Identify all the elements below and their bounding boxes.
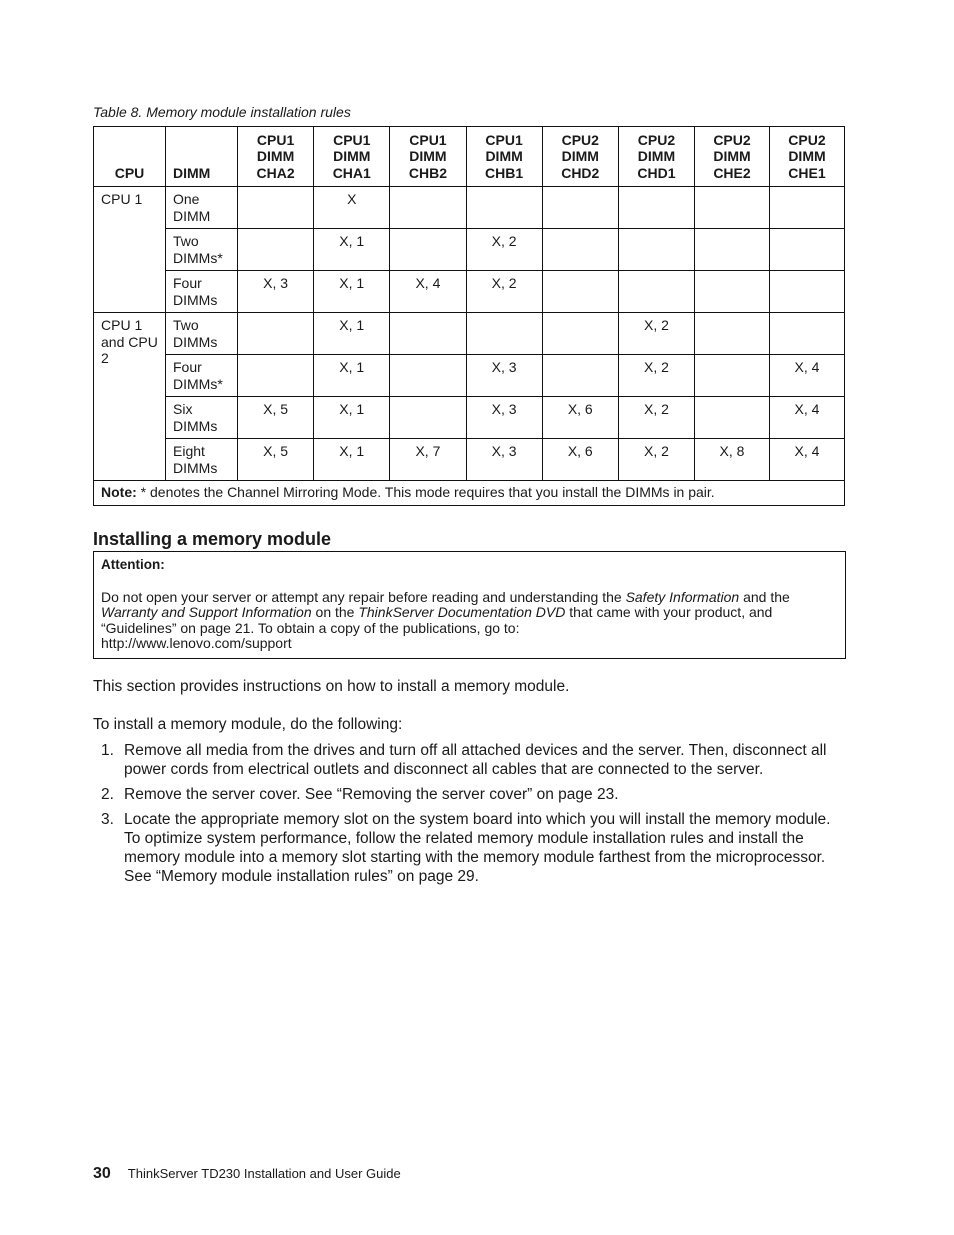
attention-title: Attention: [101,557,165,572]
slot-cell [542,229,618,271]
slot-cell [466,313,542,355]
slot-cell [390,229,466,271]
header-slot: CPU2 DIMM CHE2 [695,127,770,187]
slot-cell [695,355,770,397]
slot-cell [390,313,466,355]
table-note [94,481,845,506]
table-row [94,439,845,481]
note-text: * denotes the Channel Mirroring Mode. This mode requires that you install the DIMMs in pair. [136,484,715,500]
slot-cell: X, 3 [466,397,542,439]
slot-cell: X, 1 [314,271,390,313]
slot-cell: X, 4 [769,439,844,481]
list-item: 1. Remove all media from the drives and turn off all attached devices and the server. Then, disconnect all power cords from electrical outlets and disconnect all cables that are connected to the server. [101,742,827,778]
list-item: 2. Remove the server cover. See “Removing the server cover” on page 23. [101,786,619,803]
slot-cell [769,271,844,313]
slot-cell: X, 3 [466,439,542,481]
table-row [94,355,845,397]
slot-cell: X, 2 [466,271,542,313]
slot-cell: X, 2 [618,313,694,355]
slot-cell [769,187,844,229]
slot-cell: X, 4 [769,397,844,439]
table-note-row [94,481,845,506]
table-row [94,313,845,355]
header-dimm: DIMM [166,127,238,187]
intro-paragraph: This section provides instructions on how to install a memory module. [93,678,570,695]
slot-cell [390,397,466,439]
header-slot: CPU1 DIMM CHB2 [390,127,466,187]
table-row [94,397,845,439]
cpu-cell: CPU 1 [94,187,166,313]
slot-cell [618,187,694,229]
header-slot: CPU1 DIMM CHA1 [314,127,390,187]
header-cpu: CPU [94,127,166,187]
slot-cell: X, 1 [314,229,390,271]
slot-cell [695,271,770,313]
table-body [94,187,845,481]
attention-box [93,551,846,659]
slot-cell [466,187,542,229]
footer-title: ThinkServer TD230 Installation and User Guide [127,1166,401,1181]
slot-cell: X, 1 [314,439,390,481]
memory-rules-table [93,126,845,506]
slot-cell: X, 2 [618,355,694,397]
slot-cell: X, 1 [314,397,390,439]
slot-cell: X, 4 [769,355,844,397]
step-list [93,741,845,892]
section-title: Installing a memory module [93,529,332,549]
note-label: Note: [101,484,137,500]
slot-cell: X, 4 [390,271,466,313]
page-footer [93,1165,401,1183]
lead-paragraph: To install a memory module, do the following: [93,716,403,733]
slot-cell: X [314,187,390,229]
slot-cell: X, 5 [238,439,314,481]
slot-cell: X, 7 [390,439,466,481]
slot-cell: X, 6 [542,397,618,439]
dimm-cell: Four DIMMs [166,271,238,313]
slot-cell: X, 5 [238,397,314,439]
table-row [94,271,845,313]
support-url[interactable]: http://www.lenovo.com/support [101,635,292,651]
slot-cell [769,313,844,355]
slot-cell: X, 3 [238,271,314,313]
slot-cell: X, 2 [466,229,542,271]
table-row [94,229,845,271]
list-item: 3. Locate the appropriate memory slot on the system board into which you will install the memory module. To optimize system performance, follow the related memory module installation rules and install the memory module into a memory slot starting with the memory module farthest from the microprocessor. See “Memory module installation rules” on page 29. [101,811,831,885]
slot-cell [695,397,770,439]
table-header-row [94,127,845,187]
slot-cell: X, 1 [314,313,390,355]
attention-text: Do not open your server or attempt any repair before reading and understanding the Safety Information and the Warranty and Support Information on the ThinkServer Documentation DVD that came with your product, and “Guidelines” on page 21. To obtain a copy of the publications, go to: http://www.lenovo.com/support [101,588,790,651]
slot-cell: X, 6 [542,439,618,481]
slot-cell [769,229,844,271]
dimm-cell: Six DIMMs [166,397,238,439]
table-row [94,187,845,229]
page-number: 30 [93,1165,111,1182]
dimm-cell: Two DIMMs* [166,229,238,271]
header-slot: CPU1 DIMM CHA2 [238,127,314,187]
slot-cell [390,355,466,397]
slot-cell: X, 2 [618,397,694,439]
slot-cell [238,187,314,229]
slot-cell: X, 2 [618,439,694,481]
slot-cell [238,355,314,397]
slot-cell [695,313,770,355]
slot-cell: X, 8 [695,439,770,481]
slot-cell [542,313,618,355]
slot-cell [542,355,618,397]
slot-cell [542,187,618,229]
slot-cell [618,271,694,313]
dimm-cell: Two DIMMs [166,313,238,355]
cpu-cell: CPU 1 and CPU 2 [94,313,166,481]
slot-cell [695,187,770,229]
slot-cell [390,187,466,229]
slot-cell [695,229,770,271]
header-slot: CPU2 DIMM CHD2 [542,127,618,187]
header-slot: CPU1 DIMM CHB1 [466,127,542,187]
slot-cell [618,229,694,271]
slot-cell [238,229,314,271]
slot-cell [238,313,314,355]
slot-cell: X, 3 [466,355,542,397]
dimm-cell: Four DIMMs* [166,355,238,397]
header-slot: CPU2 DIMM CHD1 [618,127,694,187]
slot-cell: X, 1 [314,355,390,397]
header-slot: CPU2 DIMM CHE1 [769,127,844,187]
slot-cell [542,271,618,313]
dimm-cell: Eight DIMMs [166,439,238,481]
table-caption: Table 8. Memory module installation rules [93,104,351,120]
dimm-cell: One DIMM [166,187,238,229]
